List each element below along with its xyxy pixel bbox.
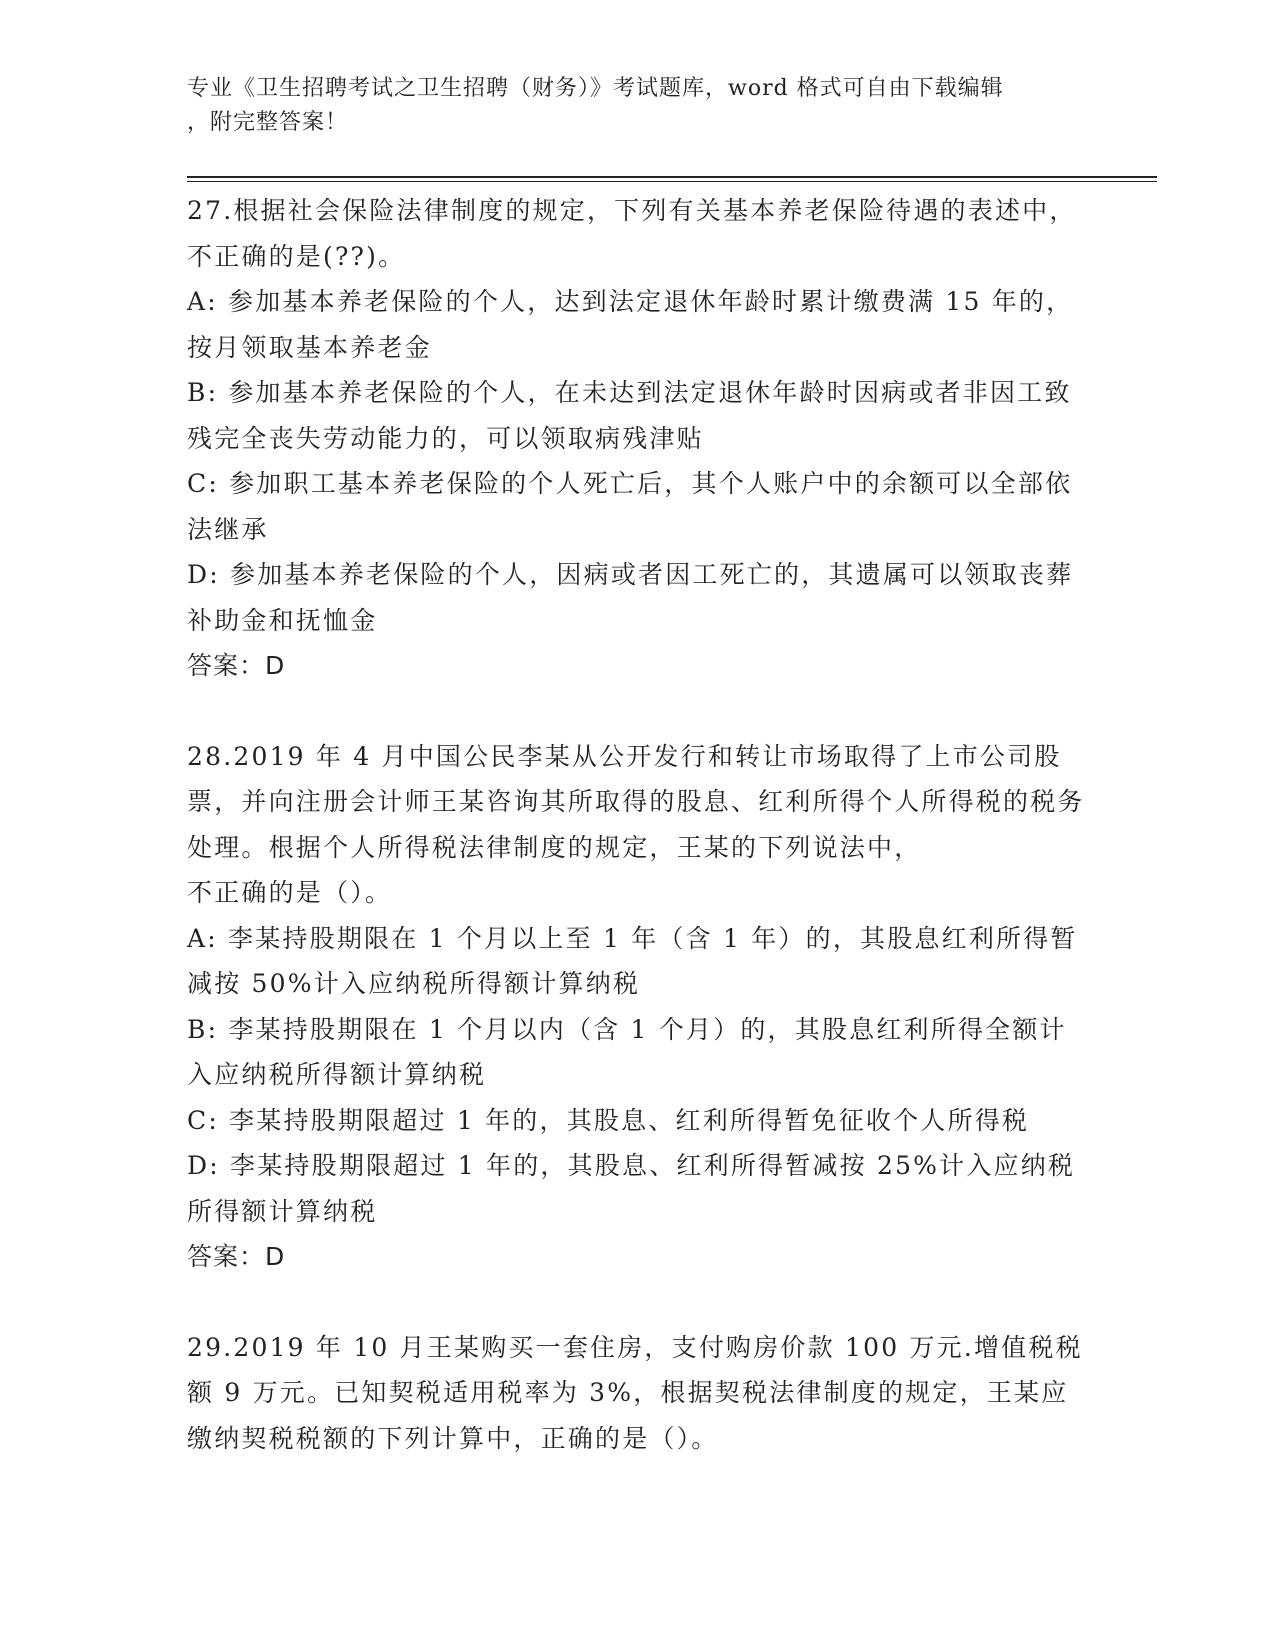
- header-line-2: ，附完整答案！: [187, 110, 349, 135]
- option-a: A: 参加基本养老保险的个人，达到法定退休年龄时累计缴费满 15 年的，按月领取基本养老金: [187, 287, 1074, 362]
- option-c: C: 李某持股期限超过 1 年的，其股息、红利所得暂免征收个人所得税: [187, 1105, 1030, 1135]
- question-28: [187, 734, 1087, 1280]
- question-stem: 27.根据社会保险法律制度的规定，下列有关基本养老保险待遇的表述中，不正确的是(??)。: [187, 196, 1077, 271]
- header-rule-thick: [187, 176, 1157, 178]
- question-stem: 28.2019 年 4 月中国公民李某从公开发行和转让市场取得了上市公司股票，并向注册会计师王某咨询其所取得的股息、红利所得个人所得税的税务处理。根据个人所得税法律制度的规定，王某的下列说法中，: [187, 741, 1085, 862]
- answer: 答案：D: [187, 1242, 286, 1271]
- option-b: B: 参加基本养老保险的个人，在未达到法定退休年龄时因病或者非因工致残完全丧失劳动能力的，可以领取病残津贴: [187, 378, 1072, 453]
- option-d: D: 李某持股期限超过 1 年的，其股息、红利所得暂减按 25%计入应纳税所得额计算纳税: [187, 1151, 1076, 1226]
- answer: 答案：D: [187, 651, 286, 680]
- header-line-1: 专业《卫生招聘考试之卫生招聘（财务）》考试题库，word 格式可自由下载编辑: [187, 76, 1004, 101]
- option-b: B: 李某持股期限在 1 个月以内（含 1 个月）的，其股息红利所得全额计入应纳税所得额计算纳税: [187, 1014, 1067, 1089]
- question-29: [187, 1325, 1087, 1462]
- question-stem: 29.2019 年 10 月王某购买一套住房，支付购房价款 100 万元.增值税税额 9 万元。已知契税适用税率为 3%，根据契税法律制度的规定，王某应缴纳契税税额的下列计算中，正确的是（）。: [187, 1332, 1083, 1453]
- option-a: A: 李某持股期限在 1 个月以上至 1 年（含 1 年）的，其股息红利所得暂减按 50%计入应纳税所得额计算纳税: [187, 923, 1078, 998]
- question-list: [187, 188, 1087, 1506]
- question-27: [187, 188, 1087, 689]
- document-header: [187, 72, 1087, 140]
- option-c: C: 参加职工基本养老保险的个人死亡后，其个人账户中的余额可以全部依法继承: [187, 469, 1073, 544]
- header-rule-thin: [187, 181, 1157, 182]
- option-d: D: 参加基本养老保险的个人，因病或者因工死亡的，其遗属可以领取丧葬补助金和抚恤金: [187, 560, 1074, 635]
- question-stem-continued: 不正确的是（）。: [187, 878, 393, 907]
